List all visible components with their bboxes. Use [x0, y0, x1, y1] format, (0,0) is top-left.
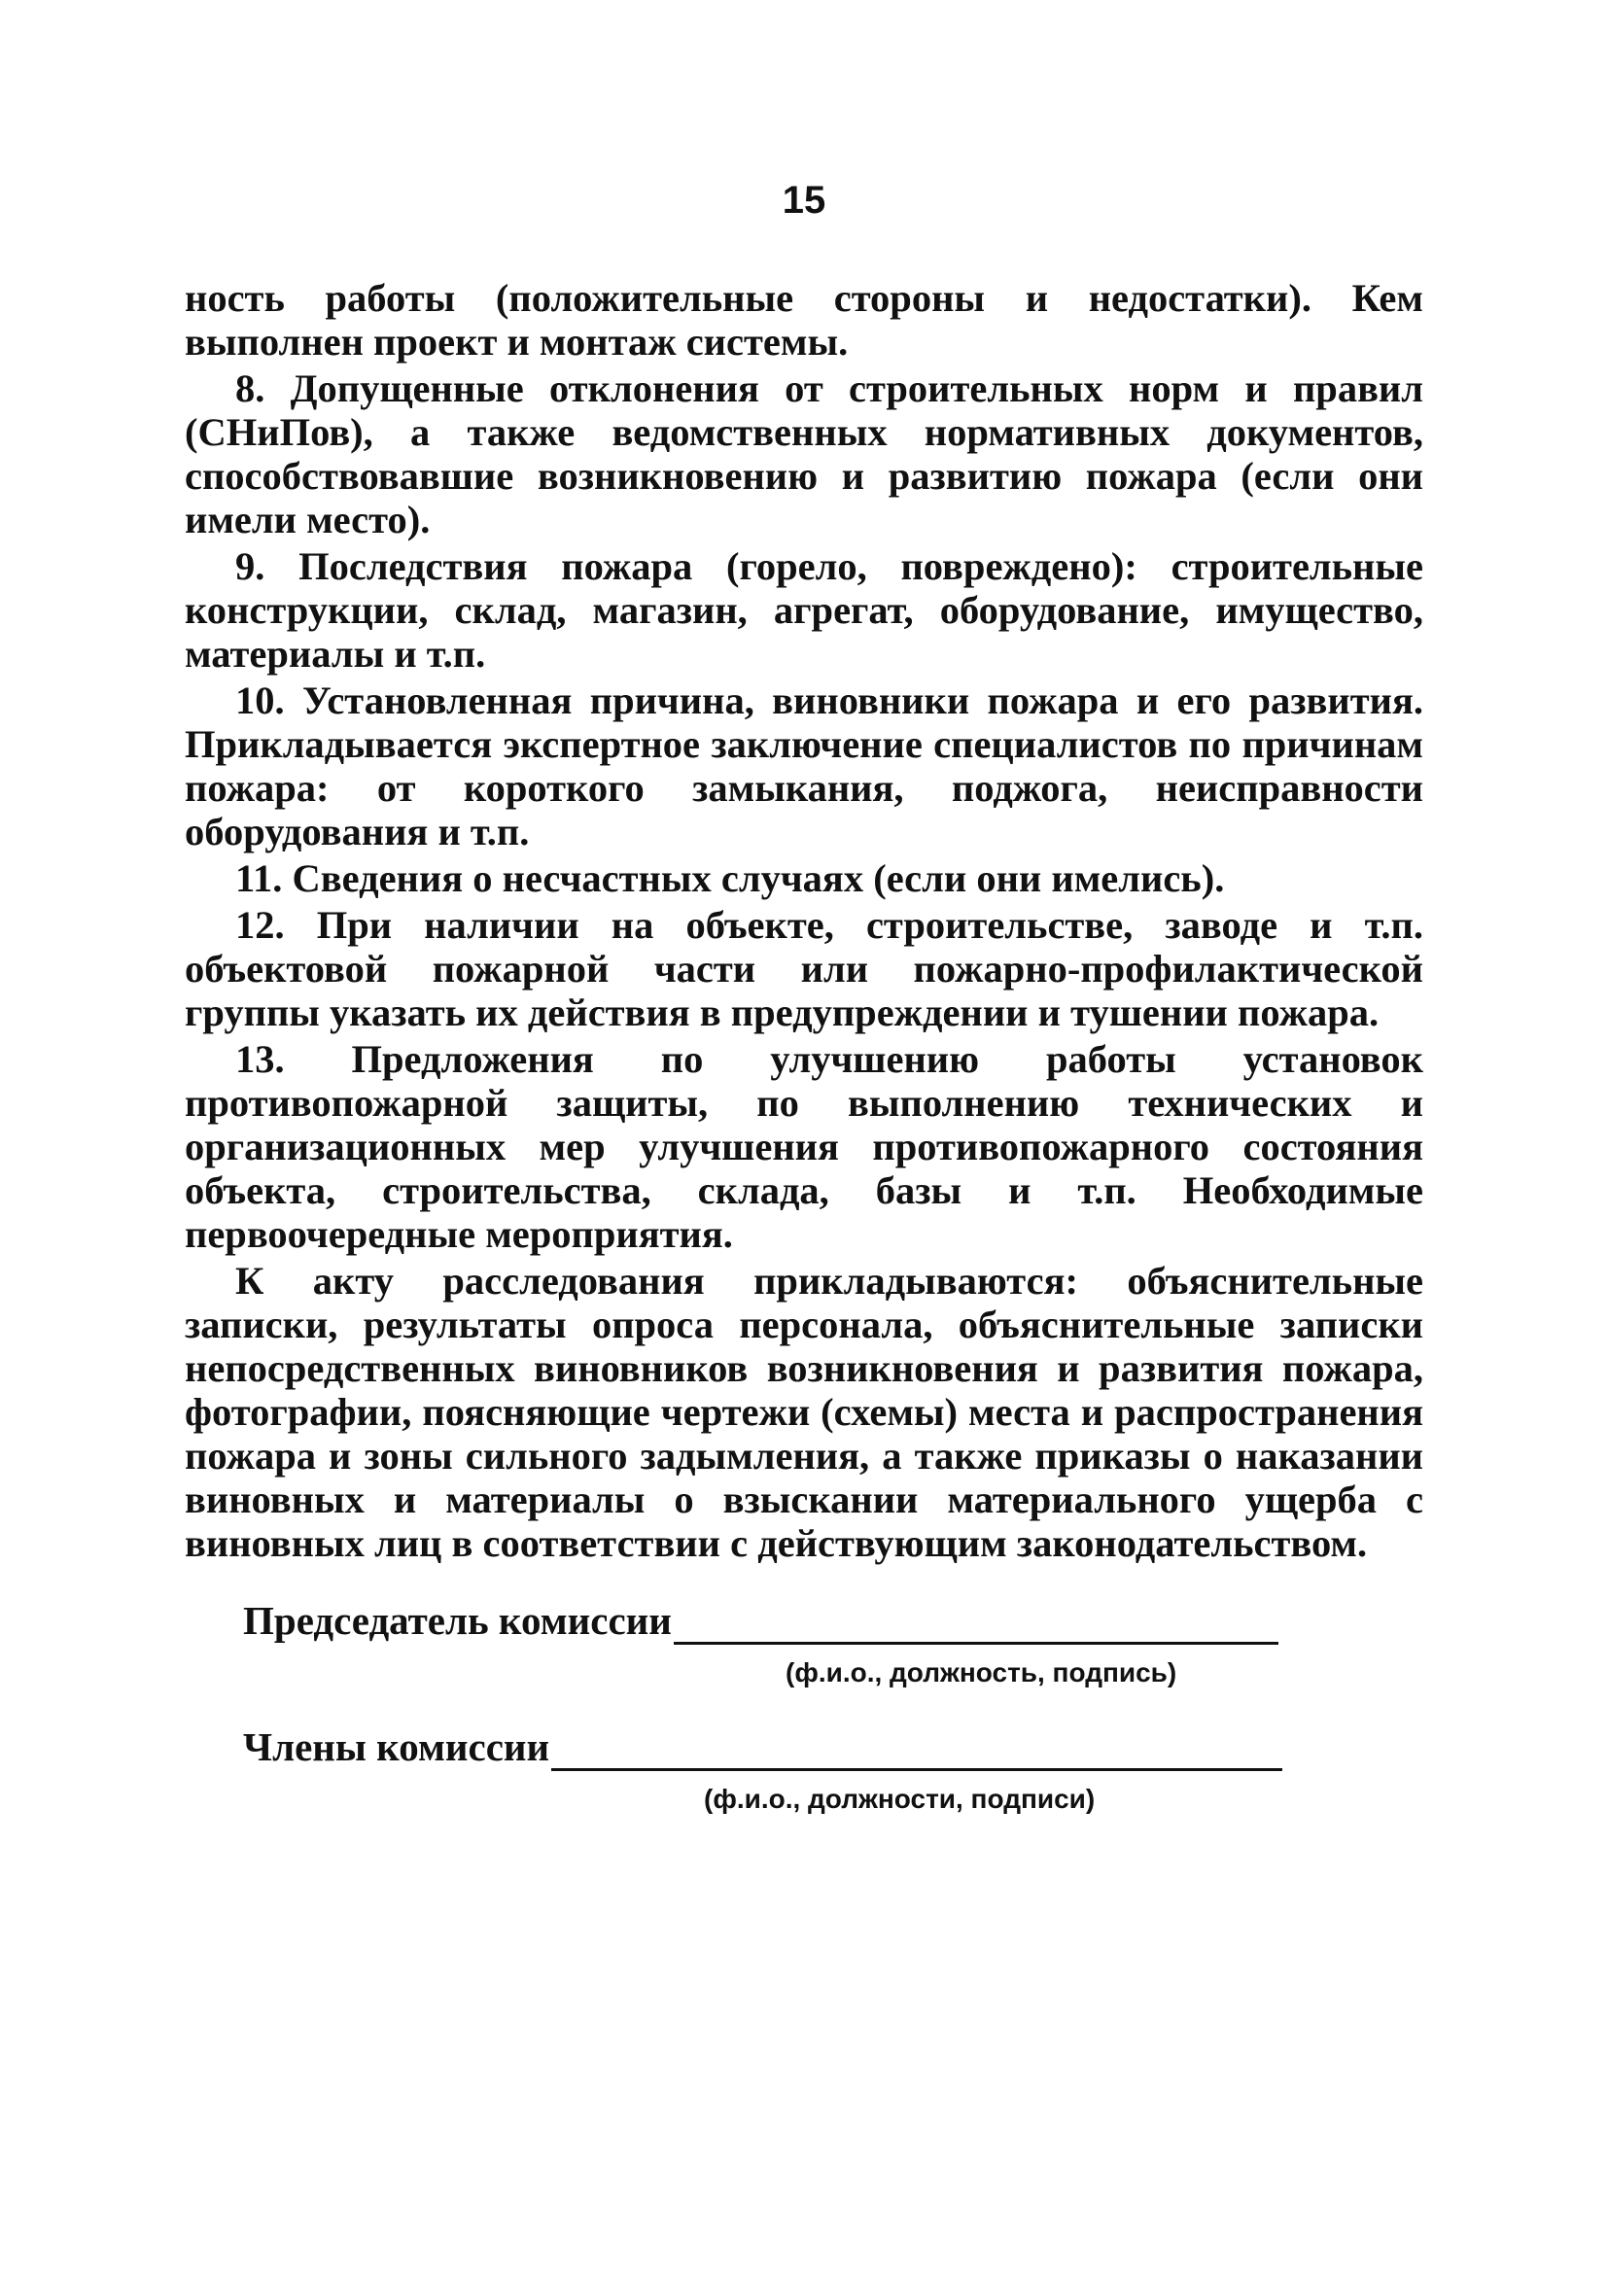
paragraph-item-13: 13. Предложения по улучшению работы установок противопожарной защиты, по выполнению технических и организационных мер улучшения противопожарного состояния объекта, строительства, склада, базы и т.п. Необходимые первоочередные мероприятия.: [185, 1037, 1423, 1256]
paragraph-item-9: 9. Последствия пожара (горело, повреждено): строительные конструкции, склад, магазин, агрегат, оборудование, имущество, материалы и т.п.: [185, 544, 1423, 676]
chairman-signature-caption: (ф.и.о., должность, подпись): [786, 1657, 1177, 1687]
chairman-signature-row: [243, 1596, 1278, 1645]
page-number: 15: [782, 179, 826, 222]
document-body: [185, 276, 1423, 1568]
chairman-signature-line: [674, 1603, 1278, 1645]
paragraph-attachments: К акту расследования прикладываются: объяснительные записки, результаты опроса персонала, объяснительные записки непосредственных виновников возникновения и развития пожара, фотографии, поясняющие чертежи (схемы) места и распространения пожара и зоны сильного задымления, а также приказы о наказании виновных и материалы о взыскании материального ущерба с виновных лиц в соответствии с действующим законодательством.: [185, 1259, 1423, 1565]
members-signature-caption: (ф.и.о., должности, подписи): [704, 1784, 1096, 1814]
paragraph-item-10: 10. Установленная причина, виновники пожара и его развития. Прикладывается экспертное заключение специалистов по причинам пожара: от короткого замыкания, поджога, неисправности оборудования и т.п.: [185, 678, 1423, 853]
members-label: Члены комиссии: [243, 1724, 550, 1769]
members-signature-row: [243, 1722, 1282, 1771]
members-signature-line: [551, 1729, 1282, 1771]
paragraph-item-8: 8. Допущенные отклонения от строительных норм и правил (СНиПов), а также ведомственных нормативных документов, способствовавшие возникновению и развитию пожара (если они имели место).: [185, 366, 1423, 541]
chairman-label: Председатель комиссии: [243, 1598, 672, 1643]
paragraph-item-12: 12. При наличии на объекте, строительстве, заводе и т.п. объектовой пожарной части или пожарно-профилактической группы указать их действия в предупреждении и тушении пожара.: [185, 903, 1423, 1034]
paragraph-item-11: 11. Сведения о несчастных случаях (если они имелись).: [235, 856, 1225, 900]
paragraph-continuation: ность работы (положительные стороны и недостатки). Кем выполнен проект и монтаж системы.: [185, 276, 1423, 364]
